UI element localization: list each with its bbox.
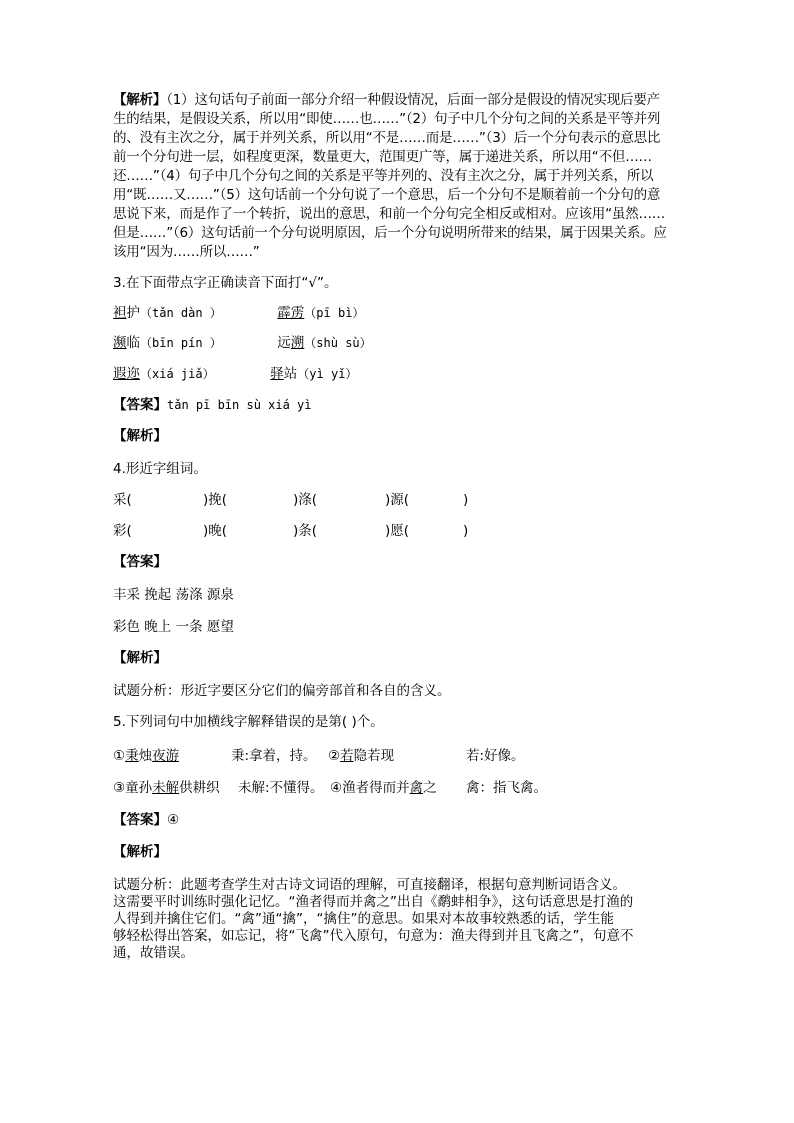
analysis-body: （1）这句话句子前面一部分介绍一种假设情况，后面一部分是假设的情况实现后要产生的结果，是假设关系，所以用“即使……也……”（2）句子中几个分句之间的关系是平等并列的、没有主次之分，属于并列关系，所以用“不是……而是……”（3）后一个分句表示的意思比前一个分句进一层，如程度更深，数量更大，范围更广等，属于递进关系，所以用“不但……还……”（4）句子中几个分句之间的关系是平等并列的、没有主次之分，属于并列关系，所以用“既……又……”（5）这句话前一个分句说了一个意思，后一个分句不是顺着前一个分句的意思说下来，而是作了一个转折，说出的意思，和前一个分句完全相反或相对。应该用“虽然……但是……”（6）这句话前一个分句说明原因，后一个分句说明所带来的结果，属于因果关系。应该用“因为……所以……” [113,92,667,260]
q4-blank: ) [463,523,469,539]
q3-row-1 [113,304,364,323]
answer-label: 【答案】 [113,397,167,413]
item-text: 隐若现 [353,748,395,764]
q4-blank: )愿( [385,523,410,539]
q5-gloss-1: 秉:拿着，持。 [231,748,317,764]
q5-item-1 [113,747,231,766]
underlined-char: 秉 [125,748,139,764]
q3-answer [113,396,312,415]
q3-item-pinyin: （shù sù） [304,336,372,350]
item-text: 烛 [138,748,153,764]
q3-row-2 [113,334,372,353]
q5-analysis-label: 【解析】 [113,844,167,860]
q4-row-2 [113,522,468,541]
q3-item-word: 站 [283,366,298,382]
q3-item-4 [277,334,371,353]
item-text: 供耕织 [179,780,220,796]
q3-item-3 [113,334,273,353]
q5-analysis-line-1: 试题分析：此题考查学生对古诗文词语的理解，可直接翻译，根据句意判断词语含义。 [113,877,626,893]
q5-analysis-line-4: 够轻松得出答案，如忘记，将“飞禽”代入原句，句意为：渔夫得到并且飞禽之”，句意不 [113,928,634,944]
q4-analysis-label: 【解析】 [113,650,167,666]
q5-analysis-line-5: 通，故错误。 [113,945,194,961]
item-number: ③ [113,780,126,796]
underlined-char: 未解 [152,780,180,796]
q3-item-pinyin: （yì yǐ） [297,367,358,381]
q3-item-word-underlined: 濒 [113,335,127,351]
q2-analysis-text [113,91,669,262]
q4-answer-line-2: 彩色 晚上 一条 愿望 [113,619,234,635]
q3-analysis-label: 【解析】 [113,428,167,444]
q3-item-2 [277,304,364,323]
q4-analysis: 试题分析：形近字要区分它们的偏旁部首和各自的含义。 [113,683,451,699]
q3-item-pinyin: （tǎn dàn ） [140,306,222,320]
q4-answer-label: 【答案】 [113,554,167,570]
q4-blank: )涤( [293,492,318,508]
q3-title: 3.在下面带点字正确读音下面打“√”。 [113,275,338,291]
item-text: 之 [423,780,437,796]
underlined-char: 禽 [409,780,424,796]
q3-row-3 [113,365,357,384]
q4-blank: )源( [385,492,410,508]
q3-item-6 [270,365,357,384]
q4-title: 4.形近字组词。 [113,461,207,477]
q2-analysis [113,91,669,262]
item-text: 渔者得而并 [342,780,410,796]
item-number: ④ [330,780,343,796]
q3-item-word-underlined: 溯 [290,335,305,351]
q3-item-pinyin: （bīn pín ） [140,336,222,350]
item-text: 童孙 [125,780,153,796]
q3-item-5 [113,365,266,384]
underlined-char: 夜游 [152,748,180,764]
item-number: ① [113,748,126,764]
q4-answer-line-1: 丰采 挽起 荡涤 源泉 [113,587,234,603]
q4-blank: 彩( [113,523,132,539]
q3-item-1 [113,304,273,323]
q3-item-word-underlined: 驿 [270,366,284,382]
q5-row-2 [113,779,547,798]
q5-item-4 [330,779,466,798]
q3-item-pinyin: （pī bì） [304,306,365,320]
q5-gloss-4: 禽：指飞禽。 [466,780,547,796]
q5-analysis-line-2: 这需要平时训练时强化记忆。“渔者得而并禽之”出自《鹬蚌相争》，这句话意思是打渔的 [113,894,634,910]
q4-blank: ) [463,492,469,508]
q5-answer [113,811,179,830]
q3-item-word-underlined: 遐迩 [113,366,140,382]
q4-row-1 [113,491,468,510]
q3-item-word: 临 [126,335,140,351]
answer-label: 【答案】 [113,812,167,828]
underlined-char: 若 [340,748,354,764]
analysis-label: 【解析】 [113,92,167,108]
q5-gloss-2: 若:好像。 [466,748,525,764]
item-number: ② [328,748,341,764]
q5-item-3 [113,779,238,798]
q5-item-2 [328,747,466,766]
q5-gloss-3: 未解:不懂得。 [238,780,324,796]
q5-row-1 [113,747,525,766]
q5-analysis-line-3: 人得到并擒住它们。“禽”通“擒”，“擒住”的意思。如果对本故事较熟悉的话，学生能 [113,911,614,927]
q4-blank: )晚( [203,523,228,539]
q3-item-pinyin: （xiá jiǎ） [140,367,215,381]
q3-item-word: 护 [126,305,140,321]
q5-title: 5.下列词句中加横线字解释错误的是第( )个。 [113,714,384,730]
q4-blank: )挽( [203,492,228,508]
answer-text: tǎn pī bīn sù xiá yì [167,398,312,412]
q3-item-word-underlined: 袒 [113,305,127,321]
q3-item-word: 远 [277,335,291,351]
q4-blank: )条( [293,523,318,539]
answer-text: ④ [167,812,180,828]
q4-blank: 采( [113,492,132,508]
q3-item-word-underlined: 霹雳 [277,305,305,321]
